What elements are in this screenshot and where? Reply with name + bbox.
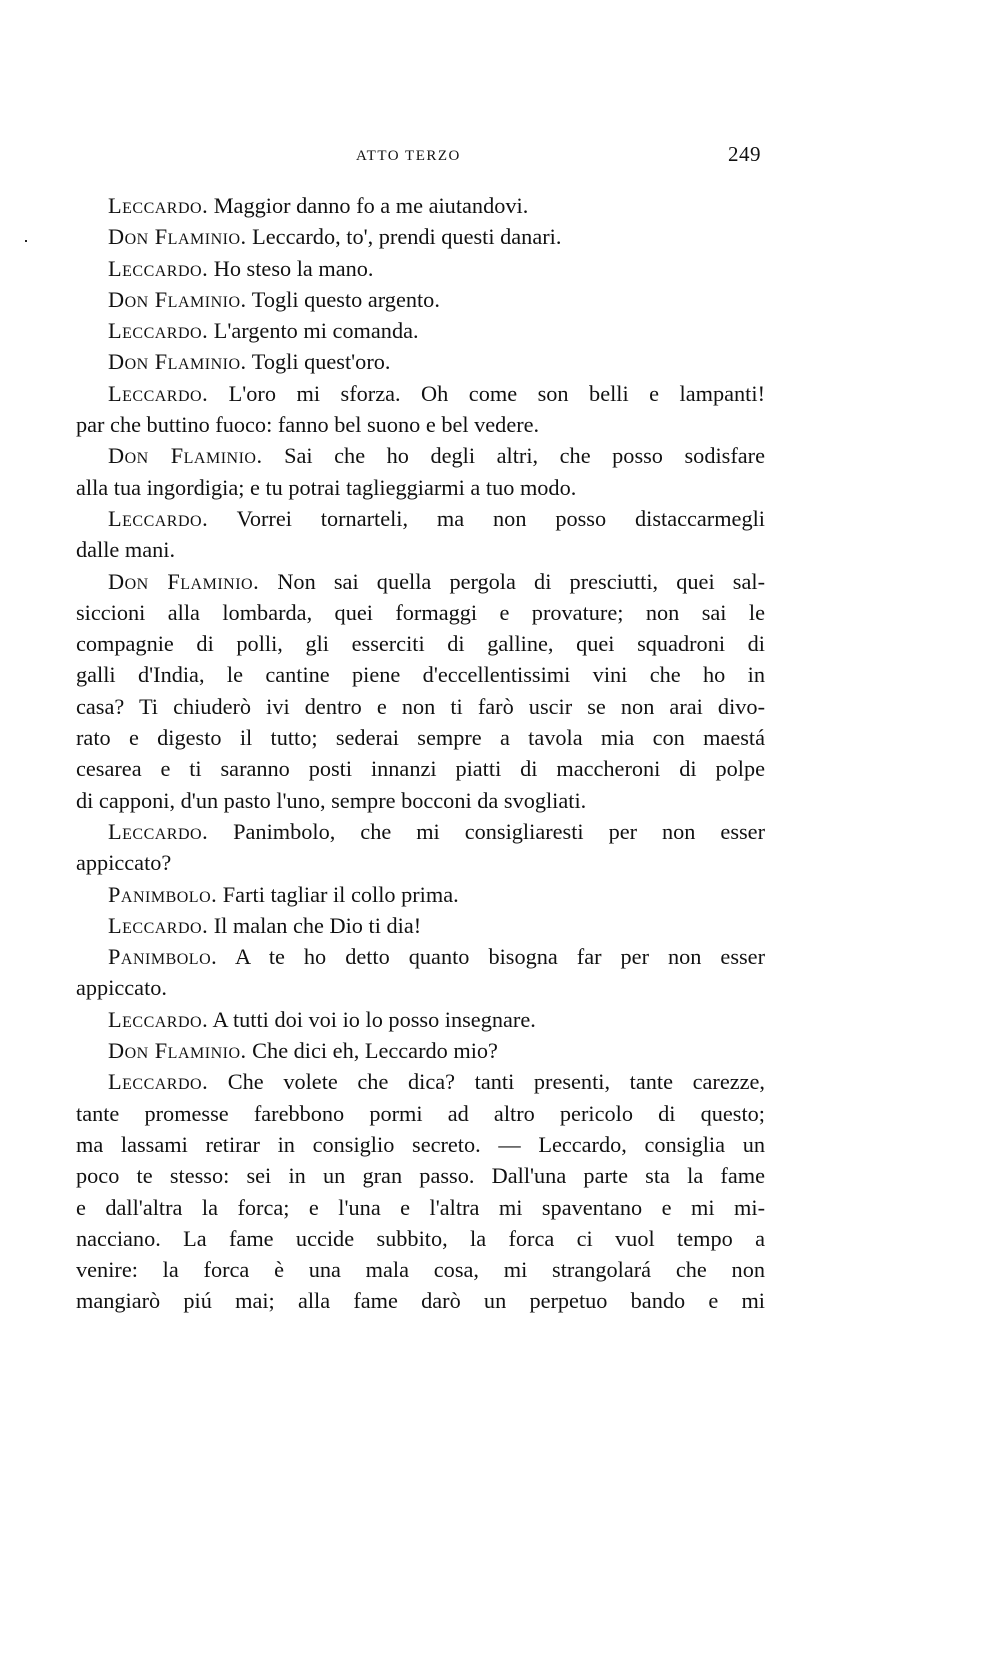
speaker-name: Leccardo. xyxy=(108,912,209,938)
line-text: Che dici eh, Leccardo mio? xyxy=(246,1038,498,1064)
line-text: venire: la forca è una mala cosa, mi strangolará che non xyxy=(76,1257,765,1283)
line-text: appiccato? xyxy=(76,850,172,876)
text-line xyxy=(76,1129,765,1160)
text-line xyxy=(76,1160,765,1191)
text-line xyxy=(76,941,765,972)
line-text: L'oro mi sforza. Oh come son belli e lampanti! xyxy=(208,380,765,406)
text-line xyxy=(76,409,765,440)
text-line xyxy=(76,597,765,628)
text-line xyxy=(76,253,765,284)
line-text: appiccato. xyxy=(76,975,167,1001)
speaker-name: Don Flaminio. xyxy=(108,443,263,469)
text-line xyxy=(76,1192,765,1223)
line-text: compagnie di polli, gli esserciti di galline, quei squadroni di xyxy=(76,631,765,657)
text-line xyxy=(76,440,765,471)
speaker-name: Leccardo. xyxy=(108,818,209,844)
text-line xyxy=(76,190,765,221)
text-line xyxy=(76,722,765,753)
text-line xyxy=(76,1004,765,1035)
text-line xyxy=(76,1254,765,1285)
line-text: A tutti doi voi io lo posso insegnare. xyxy=(208,1006,536,1032)
text-line xyxy=(76,659,765,690)
speaker-name: Leccardo. xyxy=(108,193,209,218)
line-text: Togli quest'oro. xyxy=(246,349,391,375)
text-line xyxy=(76,503,765,534)
line-text: Il malan che Dio ti dia! xyxy=(208,912,422,938)
page-number: 249 xyxy=(728,142,761,166)
text-line xyxy=(76,566,765,597)
text-line xyxy=(76,1223,765,1254)
line-text: Farti tagliar il collo prima. xyxy=(217,881,459,907)
line-text: alla tua ingordigia; e tu potrai taglieggiarmi a tuo modo. xyxy=(76,474,577,500)
speaker-name: Leccardo. xyxy=(108,1006,209,1032)
line-text: rato e digesto il tutto; sederai sempre a tavola mia con maestá xyxy=(76,725,765,751)
line-text: Leccardo, to', prendi questi danari. xyxy=(246,224,562,250)
line-text: L'argento mi comanda. xyxy=(208,318,419,344)
text-line xyxy=(76,847,765,878)
running-head: ATTO TERZO xyxy=(356,148,461,164)
text-line xyxy=(76,1066,765,1097)
line-text: Ho steso la mano. xyxy=(208,255,374,281)
speaker-name: Leccardo. xyxy=(108,318,209,344)
line-text: Maggior danno fo a me aiutandovi. xyxy=(208,193,529,218)
line-text: e dall'altra la forca; e l'una e l'altra mi spaventano e mi mi- xyxy=(76,1194,765,1220)
line-text: poco te stesso: sei in un gran passo. Dall'una parte sta la fame xyxy=(76,1163,765,1189)
line-text: Non sai quella pergola di presciutti, quei sal- xyxy=(259,568,765,594)
line-text: A te ho detto quanto bisogna far per non esser xyxy=(217,944,765,970)
line-text: siccioni alla lombarda, quei formaggi e provature; non sai le xyxy=(76,599,765,625)
line-text: ma lassami retirar in consiglio secreto. — Leccardo, consiglia un xyxy=(76,1131,765,1157)
line-text: Che volete che dica? tanti presenti, tante carezze, xyxy=(208,1069,765,1095)
speaker-name: Don Flaminio. xyxy=(108,224,247,250)
text-line xyxy=(76,1035,765,1066)
text-line xyxy=(76,691,765,722)
line-text: Togli questo argento. xyxy=(246,286,440,312)
speaker-name: Leccardo. xyxy=(108,380,209,406)
speaker-name: Panimbolo. xyxy=(108,944,218,970)
text-line xyxy=(76,972,765,1003)
text-line xyxy=(76,816,765,847)
text-line xyxy=(76,315,765,346)
speaker-name: Don Flaminio. xyxy=(108,349,247,375)
text-line xyxy=(76,534,765,565)
text-line xyxy=(76,910,765,941)
text-line xyxy=(76,284,765,315)
speaker-name: Panimbolo. xyxy=(108,881,218,907)
text-line xyxy=(76,378,765,409)
line-text: par che buttino fuoco: fanno bel suono e bel vedere. xyxy=(76,412,540,438)
line-text: cesarea e ti saranno posti innanzi piatti di maccheroni di polpe xyxy=(76,756,765,782)
text-line xyxy=(76,628,765,659)
text-line xyxy=(76,785,765,816)
dialogue-body xyxy=(76,190,765,1317)
speaker-name: Leccardo. xyxy=(108,1069,209,1095)
line-text: casa? Ti chiuderò ivi dentro e non ti farò uscir se non arai divo- xyxy=(76,693,765,719)
line-text: mangiarò piú mai; alla fame darò un perpetuo bando e mi xyxy=(76,1288,765,1314)
line-text: galli d'India, le cantine piene d'eccellentissimi vini che ho in xyxy=(76,662,765,688)
text-line xyxy=(76,879,765,910)
speaker-name: Don Flaminio. xyxy=(108,568,260,594)
line-text: nacciano. La fame uccide subbito, la forca ci vuol tempo a xyxy=(76,1225,765,1251)
line-text: di capponi, d'un pasto l'uno, sempre bocconi da svogliati. xyxy=(76,787,587,813)
text-line xyxy=(76,1285,765,1316)
line-text: dalle mani. xyxy=(76,537,176,563)
text-line xyxy=(76,472,765,503)
speaker-name: Leccardo. xyxy=(108,505,209,531)
speaker-name: Leccardo. xyxy=(108,255,209,281)
scan-speck xyxy=(25,240,27,242)
text-line xyxy=(76,221,765,252)
text-line xyxy=(76,346,765,377)
line-text: Sai che ho degli altri, che posso sodisfare xyxy=(262,443,765,469)
line-text: Panimbolo, che mi consigliaresti per non esser xyxy=(208,818,765,844)
line-text: Vorrei tornarteli, ma non posso distaccarmegli xyxy=(208,505,765,531)
text-line xyxy=(76,1098,765,1129)
line-text: tante promesse farebbono pormi ad altro pericolo di questo; xyxy=(76,1100,765,1126)
speaker-name: Don Flaminio. xyxy=(108,1038,247,1064)
speaker-name: Don Flaminio. xyxy=(108,286,247,312)
text-line xyxy=(76,753,765,784)
